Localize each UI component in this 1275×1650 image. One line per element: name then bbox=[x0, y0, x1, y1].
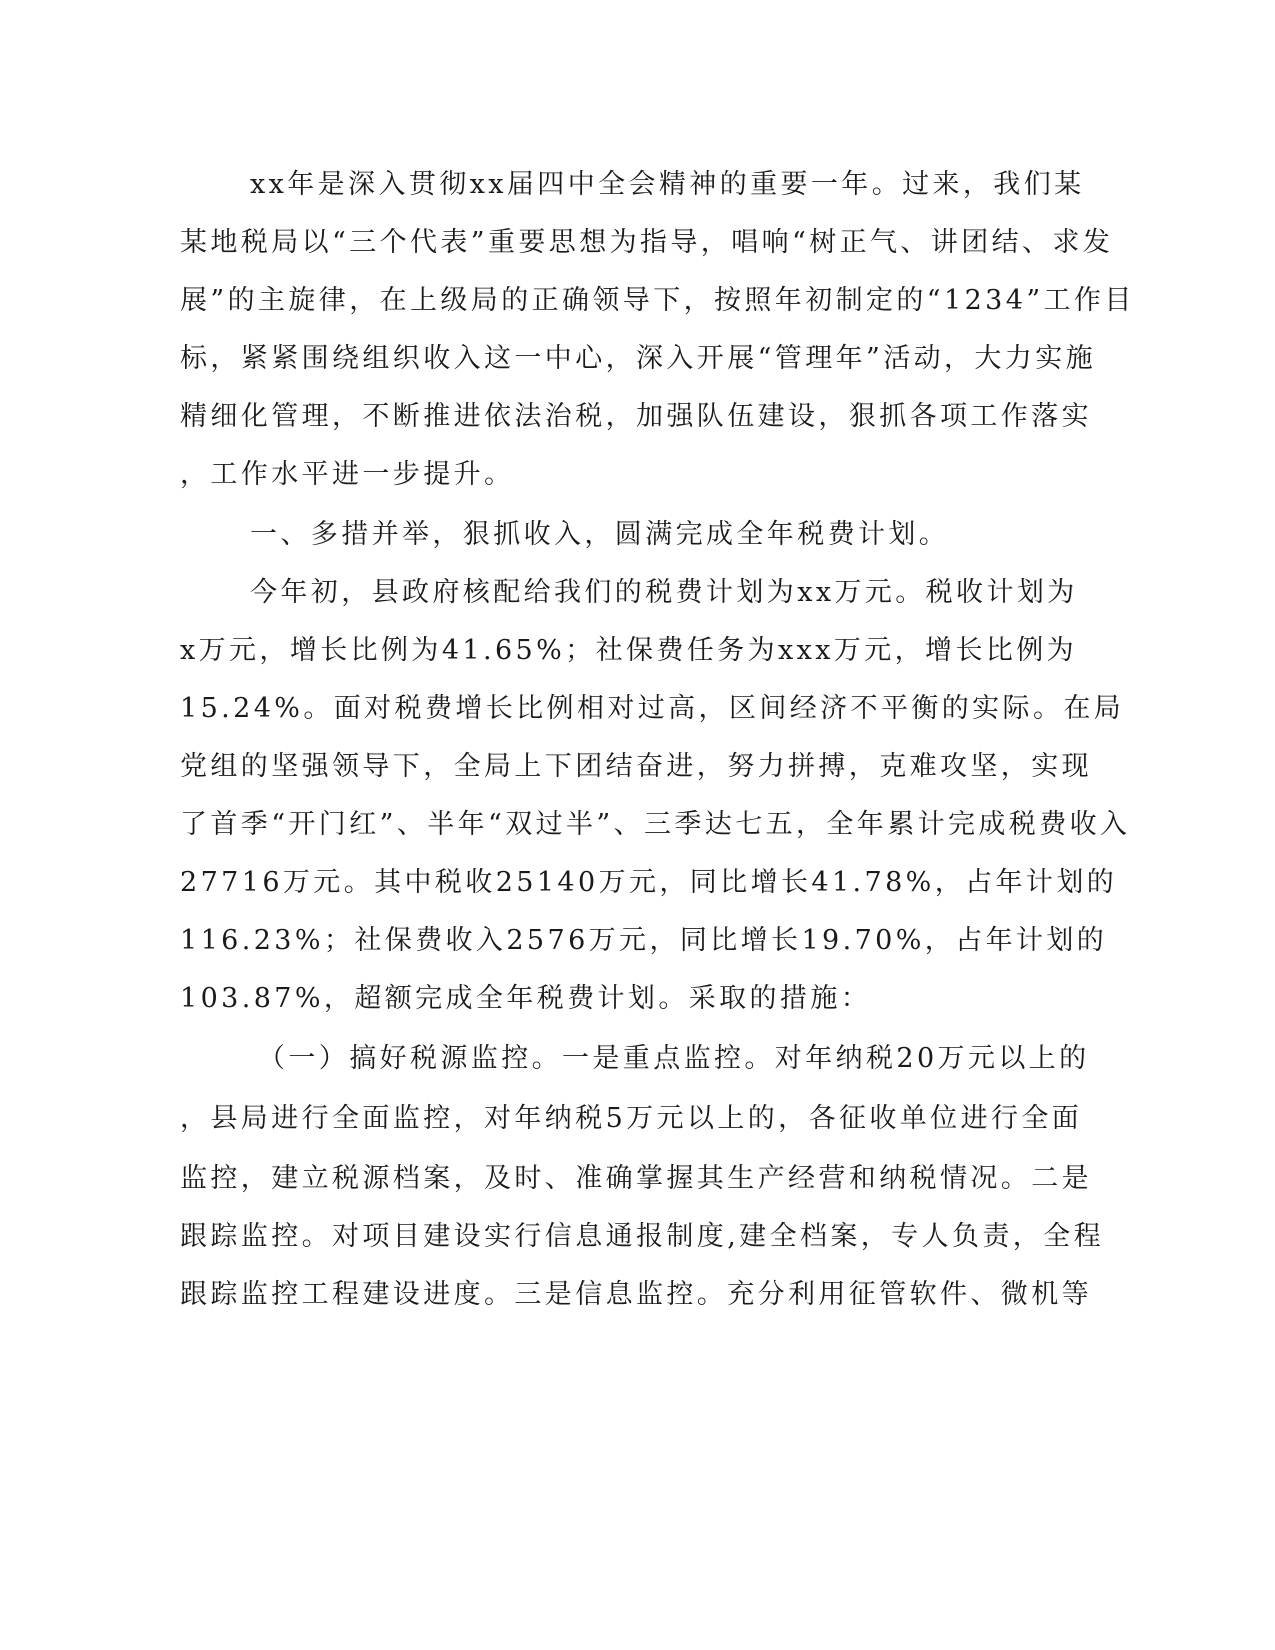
paragraph-1-line-4: 标，紧紧围绕组织收入这一中心，深入开展“管理年”活动，大力实施 bbox=[180, 343, 1097, 374]
paragraph-2-line-1: 今年初，县政府核配给我们的税费计划为xx万元。税收计划为 bbox=[250, 577, 1078, 608]
paragraph-2-line-3: 15.24%。面对税费增长比例相对过高，区间经济不平衡的实际。在局 bbox=[180, 693, 1125, 724]
paragraph-3-line-4: 跟踪监控。对项目建设实行信息通报制度,建全档案，专人负责，全程 bbox=[180, 1221, 1104, 1252]
paragraph-3-line-3: 监控，建立税源档案，及时、准确掌握其生产经营和纳税情况。二是 bbox=[180, 1163, 1092, 1194]
paragraph-2-line-4: 党组的坚强领导下，全局上下团结奋进，努力拼搏，克难攻坚，实现 bbox=[180, 751, 1092, 782]
paragraph-1-line-2: 某地税局以“三个代表”重要思想为指导，唱响“树正气、讲团结、求发 bbox=[180, 227, 1114, 258]
section-heading-1: 一、多措并举，狠抓收入，圆满完成全年税费计划。 bbox=[250, 519, 950, 550]
paragraph-2-line-7: 116.23%；社保费收入2576万元，同比增长19.70%，占年计划的 bbox=[180, 925, 1108, 956]
paragraph-1-line-5: 精细化管理，不断推进依法治税，加强队伍建设，狠抓各项工作落实 bbox=[180, 401, 1092, 432]
paragraph-3-line-1: （一）搞好税源监控。一是重点监控。对年纳税20万元以上的 bbox=[258, 1043, 1090, 1074]
paragraph-1-line-3: 展”的主旋律，在上级局的正确领导下，按照年初制定的“1234”工作目 bbox=[180, 285, 1135, 316]
paragraph-3-line-5: 跟踪监控工程建设进度。三是信息监控。充分利用征管软件、微机等 bbox=[180, 1279, 1092, 1310]
paragraph-1-line-6: ，工作水平进一步提升。 bbox=[180, 459, 515, 490]
paragraph-1-line-1: xx年是深入贯彻xx届四中全会精神的重要一年。过来，我们某 bbox=[250, 169, 1085, 200]
paragraph-2-line-6: 27716万元。其中税收25140万元，同比增长41.78%，占年计划的 bbox=[180, 867, 1118, 898]
paragraph-2-line-5: 了首季“开门红”、半年“双过半”、三季达七五，全年累计完成税费收入 bbox=[180, 809, 1131, 840]
paragraph-2-line-8: 103.87%，超额完成全年税费计划。采取的措施： bbox=[180, 983, 872, 1014]
paragraph-2-line-2: x万元，增长比例为41.65%；社保费任务为xxx万元，增长比例为 bbox=[180, 635, 1078, 666]
paragraph-3-line-2: ，县局进行全面监控，对年纳税5万元以上的，各征收单位进行全面 bbox=[180, 1103, 1083, 1134]
